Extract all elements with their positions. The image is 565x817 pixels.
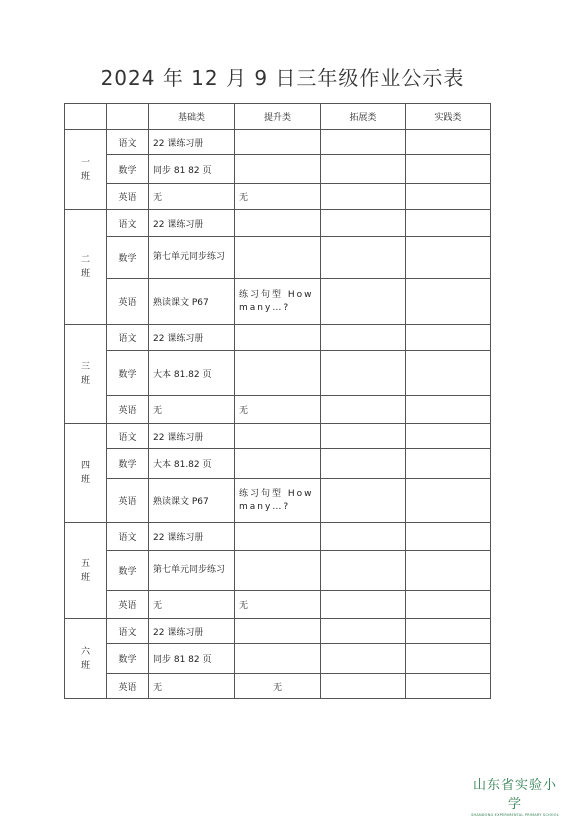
class-cell-1: 一 班 (65, 130, 107, 210)
class-cell-3: 三 班 (65, 325, 107, 424)
table-row (65, 424, 491, 449)
table-row (65, 325, 491, 351)
basic-cell: 同步 81 82 页 (149, 155, 235, 184)
basic-cell: 无 (149, 591, 235, 619)
extended-cell (321, 619, 406, 644)
subject-cell: 英语 (107, 674, 149, 699)
homework-table (64, 103, 491, 699)
subject-cell: 语文 (107, 130, 149, 155)
header-subject (107, 104, 149, 130)
table-row (65, 644, 491, 674)
extended-cell (321, 551, 406, 591)
page-title: 2024 年 12 月 9 日三年级作业公示表 (100, 66, 465, 90)
basic-cell: 22 课练习册 (149, 424, 235, 449)
table-row (65, 674, 491, 699)
class-cell-6: 六 班 (65, 619, 107, 699)
advanced-cell (235, 155, 321, 184)
advanced-cell (235, 523, 321, 551)
practice-cell (406, 325, 491, 351)
extended-cell (321, 424, 406, 449)
extended-cell (321, 351, 406, 396)
extended-cell (321, 155, 406, 184)
practice-cell (406, 619, 491, 644)
table-row (65, 396, 491, 424)
header-advanced: 提升类 (235, 104, 321, 130)
extended-cell (321, 449, 406, 479)
subject-cell: 英语 (107, 396, 149, 424)
practice-cell (406, 130, 491, 155)
basic-cell: 大本 81.82 页 (149, 351, 235, 396)
practice-cell (406, 396, 491, 424)
subject-cell: 数学 (107, 551, 149, 591)
advanced-cell: 练习句型 How many…? (235, 279, 321, 325)
practice-cell (406, 674, 491, 699)
extended-cell (321, 184, 406, 210)
practice-cell (406, 424, 491, 449)
header-extended: 拓展类 (321, 104, 406, 130)
class-cell-2: 二 班 (65, 210, 107, 325)
advanced-cell (235, 619, 321, 644)
table-row (65, 351, 491, 396)
extended-cell (321, 210, 406, 237)
basic-cell: 无 (149, 396, 235, 424)
extended-cell (321, 325, 406, 351)
practice-cell (406, 279, 491, 325)
practice-cell (406, 551, 491, 591)
basic-cell: 22 课练习册 (149, 130, 235, 155)
advanced-cell (235, 325, 321, 351)
table-row (65, 523, 491, 551)
school-logo (470, 774, 560, 817)
subject-cell: 数学 (107, 155, 149, 184)
extended-cell (321, 237, 406, 279)
advanced-cell (235, 424, 321, 449)
table-row (65, 591, 491, 619)
subject-cell: 语文 (107, 523, 149, 551)
advanced-cell (235, 449, 321, 479)
basic-cell: 第七单元同步练习 (149, 551, 235, 591)
table-row (65, 449, 491, 479)
table-row (65, 184, 491, 210)
header-class (65, 104, 107, 130)
extended-cell (321, 644, 406, 674)
basic-cell: 无 (149, 674, 235, 699)
advanced-cell: 无 (235, 591, 321, 619)
extended-cell (321, 479, 406, 523)
basic-cell: 22 课练习册 (149, 210, 235, 237)
advanced-cell (235, 551, 321, 591)
practice-cell (406, 210, 491, 237)
subject-cell: 英语 (107, 591, 149, 619)
table-row (65, 130, 491, 155)
practice-cell (406, 184, 491, 210)
subject-cell: 数学 (107, 449, 149, 479)
header-basic: 基础类 (149, 104, 235, 130)
practice-cell (406, 644, 491, 674)
basic-cell: 第七单元同步练习 (149, 237, 235, 279)
class-cell-5: 五 班 (65, 523, 107, 619)
basic-cell: 熟读课文 P67 (149, 279, 235, 325)
basic-cell: 大本 81.82 页 (149, 449, 235, 479)
table-row (65, 479, 491, 523)
school-name-cn: 山东省实验小学 (472, 778, 557, 812)
extended-cell (321, 523, 406, 551)
basic-cell: 22 课练习册 (149, 325, 235, 351)
advanced-cell: 练习句型 How many…? (235, 479, 321, 523)
practice-cell (406, 591, 491, 619)
practice-cell (406, 237, 491, 279)
practice-cell (406, 523, 491, 551)
practice-cell (406, 449, 491, 479)
basic-cell: 22 课练习册 (149, 619, 235, 644)
basic-cell: 熟读课文 P67 (149, 479, 235, 523)
table-row (65, 237, 491, 279)
header-row (65, 104, 491, 130)
subject-cell: 语文 (107, 210, 149, 237)
subject-cell: 数学 (107, 351, 149, 396)
extended-cell (321, 674, 406, 699)
subject-cell: 英语 (107, 479, 149, 523)
table-row (65, 210, 491, 237)
extended-cell (321, 130, 406, 155)
practice-cell (406, 155, 491, 184)
advanced-cell (235, 644, 321, 674)
table-row (65, 279, 491, 325)
subject-cell: 英语 (107, 279, 149, 325)
subject-cell: 英语 (107, 184, 149, 210)
practice-cell (406, 479, 491, 523)
advanced-cell (235, 130, 321, 155)
subject-cell: 语文 (107, 325, 149, 351)
subject-cell: 语文 (107, 619, 149, 644)
subject-cell: 语文 (107, 424, 149, 449)
extended-cell (321, 279, 406, 325)
extended-cell (321, 591, 406, 619)
advanced-cell: 无 (235, 396, 321, 424)
advanced-cell: 无 (235, 674, 321, 699)
practice-cell (406, 351, 491, 396)
table-row (65, 551, 491, 591)
advanced-cell (235, 351, 321, 396)
subject-cell: 数学 (107, 644, 149, 674)
table-row (65, 619, 491, 644)
advanced-cell (235, 210, 321, 237)
table-row (65, 155, 491, 184)
advanced-cell: 无 (235, 184, 321, 210)
basic-cell: 无 (149, 184, 235, 210)
class-cell-4: 四 班 (65, 424, 107, 523)
advanced-cell (235, 237, 321, 279)
header-practice: 实践类 (406, 104, 491, 130)
school-name-en: SHANDONG EXPERIMENTAL PRIMARY SCHOOL (471, 813, 559, 817)
basic-cell: 22 课练习册 (149, 523, 235, 551)
basic-cell: 同步 81 82 页 (149, 644, 235, 674)
subject-cell: 数学 (107, 237, 149, 279)
extended-cell (321, 396, 406, 424)
